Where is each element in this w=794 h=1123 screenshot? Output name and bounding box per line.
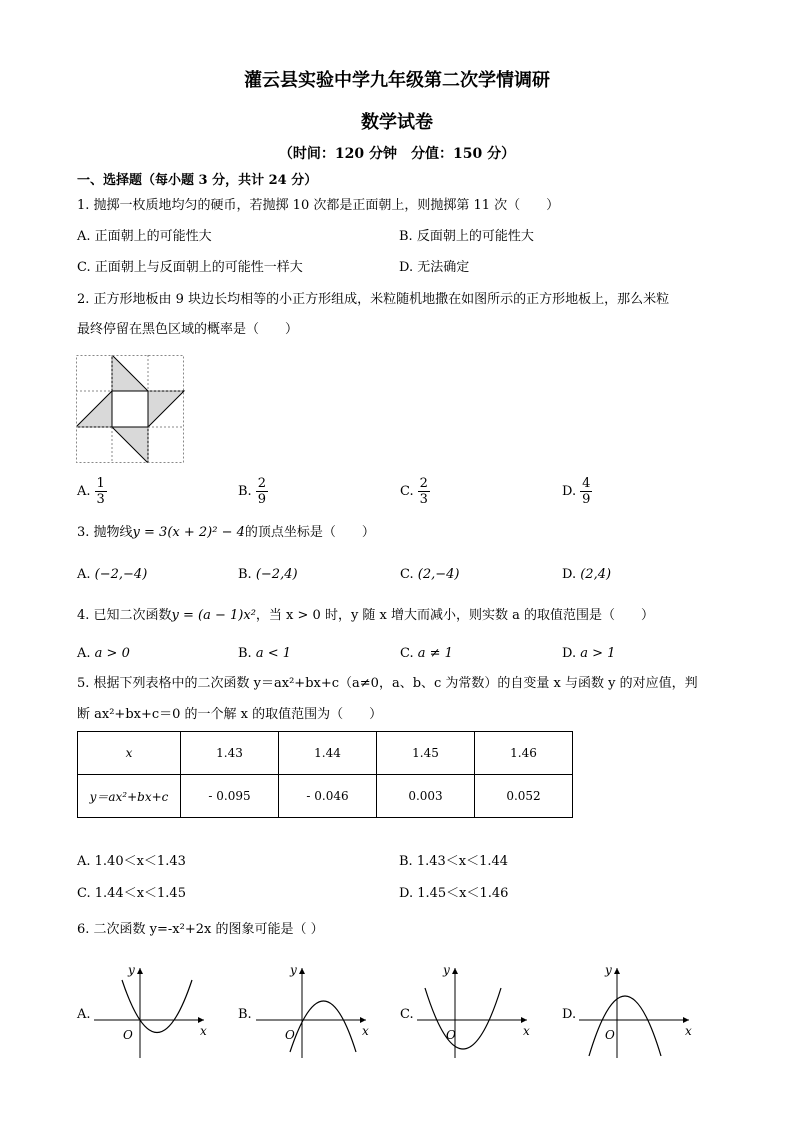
- parabola-curve: [425, 988, 501, 1049]
- graph-a-label: A.: [77, 1007, 91, 1022]
- y-axis-label: y: [128, 963, 135, 977]
- origin-label: O: [123, 1028, 133, 1042]
- parabola-curve: [290, 1001, 356, 1052]
- question-2-option-c: C. $\frac{2}{3}$: [400, 476, 428, 507]
- question-3-option-a: A. (−2,−4): [77, 567, 148, 582]
- question-5-option-d: D. 1.45＜x＜1.46: [399, 886, 509, 901]
- exam-subtitle: 数学试卷: [361, 112, 433, 133]
- shaded-triangle-left: [76, 391, 112, 427]
- question-6-stem: 6. 二次函数 y=-x²+2x 的图象可能是（ ）: [77, 922, 324, 937]
- question-5-option-b: B. 1.43＜x＜1.44: [399, 854, 509, 869]
- question-4-option-a: A. a > 0: [77, 646, 130, 661]
- exam-meta: （时间：120 分钟 分值：150 分）: [278, 146, 516, 162]
- question-2-stem-line1: 2. 正方形地板由 9 块边长均相等的小正方形组成，米粒随机地撒在如图所示的正方形地板上，那么米粒: [77, 292, 670, 307]
- shaded-triangle-top: [112, 355, 148, 391]
- parabola-curve: [589, 996, 661, 1056]
- graph-b-label: B.: [238, 1007, 252, 1022]
- question-1-option-a: A. 正面朝上的可能性大: [77, 229, 212, 244]
- question-2-stem-line2: 最终停留在黑色区域的概率是（ ）: [77, 322, 299, 337]
- table-cell: y＝ax²+bx+c: [78, 775, 181, 818]
- question-2-figure: [76, 355, 186, 463]
- table-cell: 0.052: [475, 775, 573, 818]
- question-1-stem: 1. 抛掷一枚质地均匀的硬币，若抛掷 10 次都是正面朝上，则抛掷第 11 次（ ）: [77, 198, 560, 213]
- question-3-option-d: D. (2,4): [562, 567, 612, 582]
- question-4-option-d: D. a > 1: [562, 646, 616, 661]
- section-heading: 一、选择题（每小题 3 分，共计 24 分）: [77, 173, 318, 188]
- origin-label: O: [605, 1028, 615, 1042]
- question-5-option-c: C. 1.44＜x＜1.45: [77, 886, 186, 901]
- question-5-option-a: A. 1.40＜x＜1.43: [77, 854, 186, 869]
- question-2-option-b: B. $\frac{2}{9}$: [238, 476, 266, 507]
- graph-c-label: C.: [400, 1007, 414, 1022]
- y-axis-label: y: [605, 963, 612, 977]
- x-axis-label: x: [362, 1024, 369, 1038]
- question-1-option-d: D. 无法确定: [399, 260, 470, 275]
- table-cell: 1.46: [475, 732, 573, 775]
- table-cell: 1.44: [279, 732, 377, 775]
- exam-title: 灌云县实验中学九年级第二次学情调研: [244, 70, 550, 91]
- question-3-option-b: B. (−2,4): [238, 567, 298, 582]
- table-cell: 0.003: [377, 775, 475, 818]
- graph-a: [92, 960, 212, 1060]
- table-row: [78, 732, 573, 775]
- question-5-stem-line2: 断 ax²+bx+c＝0 的一个解 x 的取值范围为（ ）: [77, 707, 383, 722]
- question-4-option-c: C. a ≠ 1: [400, 646, 453, 661]
- question-1-option-c: C. 正面朝上与反面朝上的可能性一样大: [77, 260, 303, 275]
- question-1-option-b: B. 反面朝上的可能性大: [399, 229, 534, 244]
- x-axis-label: x: [523, 1024, 530, 1038]
- graph-d: [577, 960, 697, 1060]
- question-3-stem: 3. 抛物线y = 3(x + 2)² − 4的顶点坐标是（ ）: [77, 525, 375, 540]
- table-cell: - 0.046: [279, 775, 377, 818]
- question-5-stem-line1: 5. 根据下列表格中的二次函数 y＝ax²+bx+c（a≠0，a、b、c 为常数）的自变量 x 与函数 y 的对应值，判: [77, 676, 698, 691]
- origin-label: O: [446, 1028, 456, 1042]
- y-axis-label: y: [290, 963, 297, 977]
- question-5-table: [77, 731, 573, 818]
- table-cell: 1.45: [377, 732, 475, 775]
- question-2-option-a: A. $\frac{1}{3}$: [77, 476, 105, 507]
- shaded-triangle-bottom: [112, 427, 148, 463]
- table-cell: x: [78, 732, 181, 775]
- question-2-option-d: D. $\frac{4}{9}$: [562, 476, 591, 507]
- question-4-option-b: B. a < 1: [238, 646, 292, 661]
- parabola-curve: [122, 980, 192, 1033]
- table-cell: - 0.095: [181, 775, 279, 818]
- question-4-stem: 4. 已知二次函数y = (a − 1)x²，当 x > 0 时，y 随 x 增大而减小，则实数 a 的取值范围是（ ）: [77, 608, 655, 623]
- graph-d-label: D.: [562, 1007, 577, 1022]
- figure-grid: [76, 355, 184, 463]
- graph-b: [254, 960, 374, 1060]
- center-square: [112, 391, 148, 427]
- table-row: [78, 775, 573, 818]
- x-axis-label: x: [685, 1024, 692, 1038]
- x-axis-label: x: [200, 1024, 207, 1038]
- y-axis-label: y: [443, 963, 450, 977]
- shaded-triangle-right: [148, 391, 184, 427]
- question-3-option-c: C. (2,−4): [400, 567, 460, 582]
- table-cell: 1.43: [181, 732, 279, 775]
- graph-c: [415, 960, 535, 1060]
- origin-label: O: [285, 1028, 295, 1042]
